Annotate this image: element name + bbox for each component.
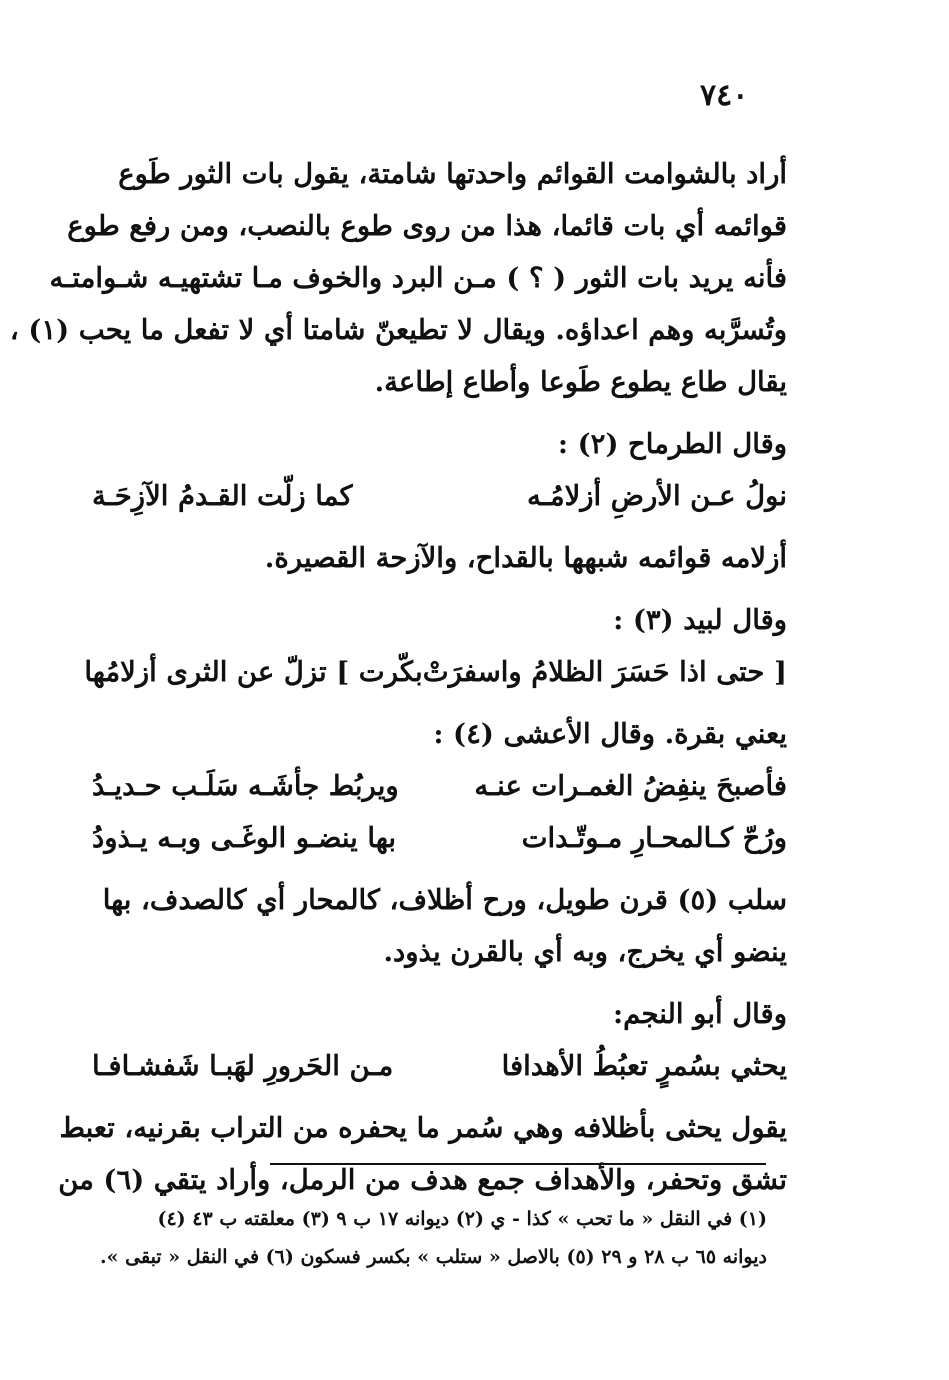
verse-second-hemistich: بها ينضـو الوغَـى وبـه يـذودُ (92, 822, 397, 854)
page-number: ٧٤٠ (700, 78, 749, 113)
text-line: سلب (٥) قرن طويل، ورح أظلاف، كالمحار أي كالصدف، بها (102, 884, 787, 916)
paragraph-5 (58, 1102, 787, 1206)
text-line: يقول يحثى بأظلافه وهي سُمر ما يحفره من التراب بقرنيه، تعبط (59, 1112, 787, 1144)
verse-second-hemistich: ويربُط جأشَـه سَلَـب حـديـدُ (92, 770, 399, 802)
text-line: أراد بالشوامت القوائم واحدتها شامتة، يقول بات الثور طَوع (118, 158, 787, 190)
verse-intro-tirimmah: وقال الطرماح (٢) : (557, 428, 787, 460)
text-line: ينضو أي يخرج، وبه أي بالقرن يذود. (383, 936, 787, 968)
verse-line (92, 760, 787, 812)
verse-first-hemistich: يحثي بسُمرٍ تعبُطُ الأهدافا (501, 1050, 787, 1082)
verse-first-hemistich: نولُ عـن الأرضِ أزلامُـه (527, 480, 787, 512)
footnote-line: (١) في النقل « ما تحب » كذا - ي (٢) ديوانه ١٧ ب ٩ (٣) معلقته ب ٤٣ (٤) (157, 1208, 767, 1230)
footnote-line: ديوانه ٦٥ ب ٢٨ و ٢٩ (٥) بالاصل « ستلب » بكسر فسكون (٦) في النقل « تبقى ». (100, 1246, 767, 1268)
paragraph-3: يعني بقرة. وقال الأعشى (٤) : (433, 718, 787, 750)
verse-line (92, 812, 787, 864)
footnote-separator (270, 1163, 766, 1165)
text-line: وتُسرَّبه وهم اعداؤه. ويقال لا تطيعنّ شامتا أي لا تفعل ما يحب (١) ، (9, 314, 787, 346)
paragraph-1 (9, 148, 787, 408)
text-line: فأنه يريد بات الثور ( ؟ ) مـن البرد والخوف مـا تشتهيـه شـوامتـه (49, 262, 787, 294)
verse-first-hemistich: [ حتى اذا حَسَرَ الظلامُ واسفرَتْ (422, 656, 787, 688)
text-line: يقال طاع يطوع طَوعا وأطاع إطاعة. (374, 366, 787, 398)
verse-line (92, 470, 787, 522)
body-text (9, 148, 787, 1206)
verse-first-hemistich: ورُحّ كـالمحـارِ مـوتّـدات (521, 822, 787, 854)
paragraph-4 (92, 874, 787, 978)
verse-line (84, 646, 787, 698)
verse-intro-labid: وقال لبيد (٣) : (613, 604, 787, 636)
verse-first-hemistich: فأصبحَ ينفِضُ الغمـرات عنـه (474, 770, 787, 802)
verse-second-hemistich: كما زلّت القـدمُ الآزِحَـة (92, 480, 353, 512)
text-line: قوائمه أي بات قائما، هذا من روى طوع بالنصب، ومن رفع طوع (67, 210, 787, 242)
verse-intro-abu-najm: وقال أبو النجم: (613, 998, 787, 1030)
verse-second-hemistich: مـن الحَرورِ لهَبـا شَفشـافـا (92, 1050, 394, 1082)
footnotes (92, 1200, 767, 1276)
paragraph-2: أزلامه قوائمه شبهها بالقداح، والآزحة القصيرة. (264, 542, 787, 574)
text-line: تشق وتحفر، والأهداف جمع هدف من الرمل، وأراد يتقي (٦) من (58, 1164, 787, 1196)
verse-line (92, 1040, 787, 1092)
verse-second-hemistich: بكّرت ] تزلّ عن الثرى أزلامُها (84, 656, 423, 688)
